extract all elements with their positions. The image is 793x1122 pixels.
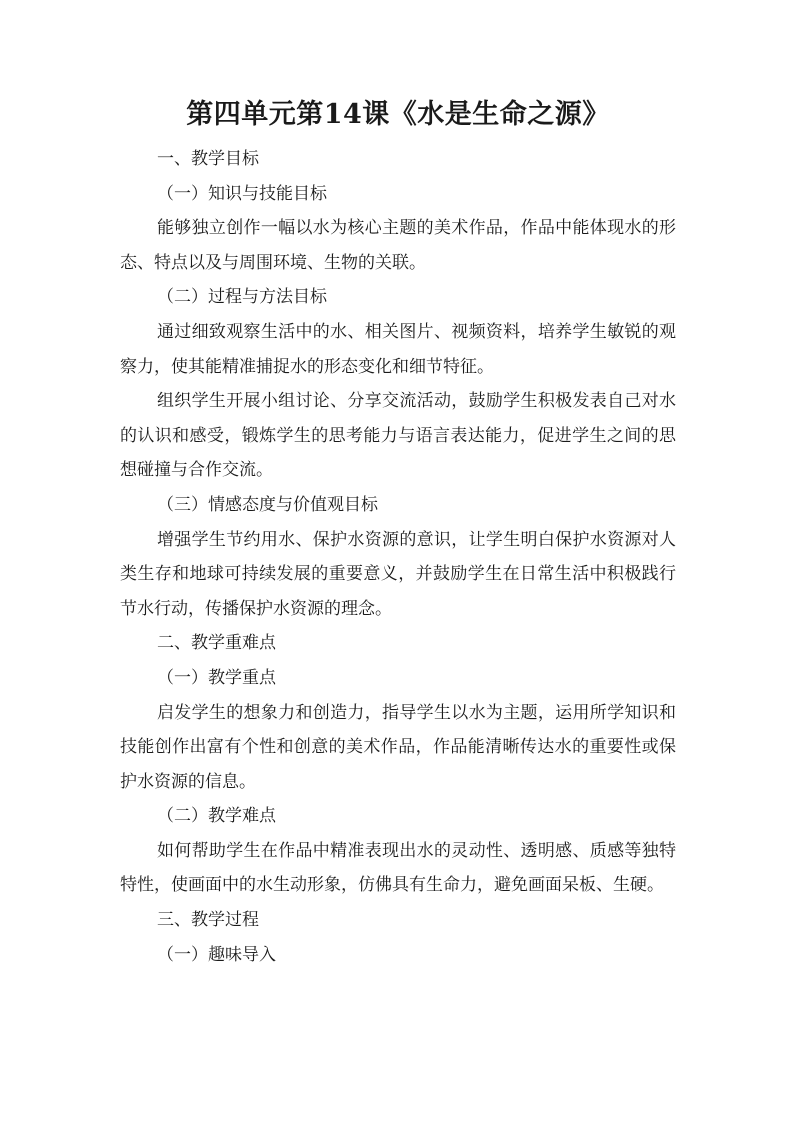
paragraph: 增强学生节约用水、保护水资源的意识，让学生明白保护水资源对人类生存和地球可持续发展的重要意义，并鼓励学生在日常生活中积极践行节水行动，传播保护水资源的理念。 <box>120 529 676 619</box>
subsection-heading: （一）趣味导入 <box>157 944 276 965</box>
subsection-heading: （二）过程与方法目标 <box>157 287 327 308</box>
paragraph: 启发学生的想象力和创造力，指导学生以水为主题，运用所学知识和技能创作出富有个性和创意的美术作品，作品能清晰传达水的重要性或保护水资源的信息。 <box>120 702 676 792</box>
paragraph: 组织学生开展小组讨论、分享交流活动，鼓励学生积极发表自己对水的认识和感受，锻炼学生的思考能力与语言表达能力，促进学生之间的思想碰撞与合作交流。 <box>120 391 676 481</box>
paragraph: 如何帮助学生在作品中精准表现出水的灵动性、透明感、质感等独特特性，使画面中的水生动形象，仿佛具有生命力，避免画面呆板、生硬。 <box>120 840 676 896</box>
subsection-heading: （三）情感态度与价值观目标 <box>157 494 378 515</box>
subsection-heading: （一）教学重点 <box>157 667 276 688</box>
subsection-heading: （一）知识与技能目标 <box>157 183 327 204</box>
document-body <box>120 92 676 972</box>
document-blocks <box>120 142 676 972</box>
section-heading: 二、教学重难点 <box>157 633 276 654</box>
paragraph: 通过细致观察生活中的水、相关图片、视频资料，培养学生敏锐的观察力，使其能精准捕捉水的形态变化和细节特征。 <box>120 321 676 377</box>
section-heading: 三、教学过程 <box>157 910 259 931</box>
section-heading: 一、教学目标 <box>157 149 259 169</box>
document-title: 第四单元第14课《水是生命之源》 <box>186 99 610 130</box>
subsection-heading: （二）教学难点 <box>157 806 276 827</box>
paragraph: 能够独立创作一幅以水为核心主题的美术作品，作品中能体现水的形态、特点以及与周围环境、生物的关联。 <box>120 218 676 273</box>
